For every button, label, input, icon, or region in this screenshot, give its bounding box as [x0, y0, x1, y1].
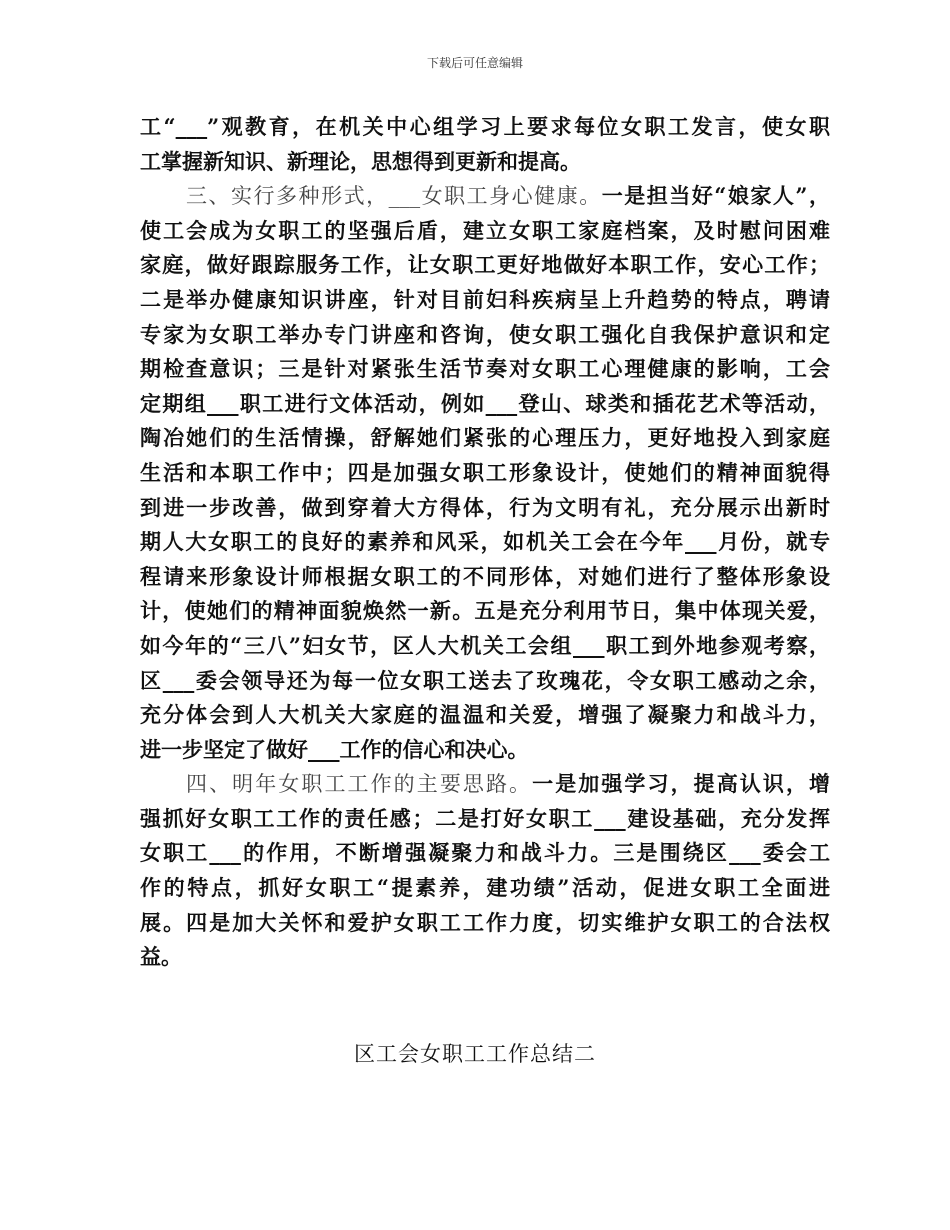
text-line: 程请来形象设计师根据女职工的不同形体，对她们进行了整体形象设 [140, 563, 830, 589]
text-line: 充分体会到人大机关大家庭的温温和关爱，增强了凝聚力和战斗力， [140, 702, 830, 728]
text-line: 益。 [140, 944, 182, 970]
text-line: 作的特点，抓好女职工“提素养，建功绩”活动，促进女职工全面进 [140, 875, 830, 901]
text-run: 一是担当好“娘家人”， [601, 183, 830, 209]
document-body [140, 110, 830, 975]
text-line: 工“___”观教育，在机关中心组学习上要求每位女职工发言，使女职 [140, 114, 830, 139]
text-line: 女职工___的作用，不断增强凝聚力和战斗力。三是围绕区___委会工 [140, 840, 830, 866]
text-line [140, 179, 830, 214]
text-line: 期检查意识；三是针对紧张生活节奏对女职工心理健康的影响，工会 [140, 356, 830, 382]
text-line: 期人大女职工的良好的素养和风采，如机关工会在今年___月份，就专 [140, 529, 830, 555]
text-line: 强抓好女职工工作的责任感；二是打好女职工___建设基础，充分发挥 [140, 805, 830, 831]
text-line: 陶冶她们的生活情操，舒解她们紧张的心理压力，更好地投入到家庭 [140, 425, 830, 451]
text-line: 到进一步改善，做到穿着大方得体，行为文明有礼，充分展示出新时 [140, 494, 830, 520]
text-line: 使工会成为女职工的坚强后盾，建立女职工家庭档案，及时慰问困难 [140, 217, 830, 243]
section-title: 区工会女职工工作总结二 [354, 1042, 596, 1066]
section-heading: 四、明年女职工工作的主要思路。 [186, 772, 533, 797]
text-line [140, 767, 830, 802]
text-line: 区___委会领导还为每一位女职工送去了玫瑰花，令女职工感动之余， [140, 667, 830, 693]
text-line: 工掌握新知识、新理论，思想得到更新和提高。 [140, 148, 581, 174]
text-line: 生活和本职工作中；四是加强女职工形象设计，使她们的精神面貌得 [140, 459, 830, 485]
text-line: 如今年的“三八”妇女节，区人大机关工会组___职工到外地参观考察， [140, 632, 830, 658]
text-line: 展。四是加大关怀和爱护女职工工作力度，切实维护女职工的合法权 [140, 909, 830, 935]
text-line: 定期组___职工进行文体活动，例如___登山、球类和插花艺术等活动， [140, 390, 830, 416]
page-header: 下载后可任意编辑 [426, 56, 523, 70]
text-line: 进一步坚定了做好___工作的信心和决心。 [140, 736, 529, 762]
text-line: 二是举办健康知识讲座，针对目前妇科疾病呈上升趋势的特点，聘请 [140, 286, 830, 312]
text-run: 一是加强学习，提高认识，增 [532, 771, 830, 797]
text-line: 家庭，做好跟踪服务工作，让女职工更好地做好本职工作，安心工作； [140, 252, 830, 278]
text-line: 专家为女职工举办专门讲座和咨询，使女职工强化自我保护意识和定 [140, 321, 830, 347]
text-line: 计，使她们的精神面貌焕然一新。五是充分利用节日，集中体现关爱， [140, 598, 830, 624]
section-heading: 三、实行多种形式，___女职工身心健康。 [186, 184, 602, 209]
